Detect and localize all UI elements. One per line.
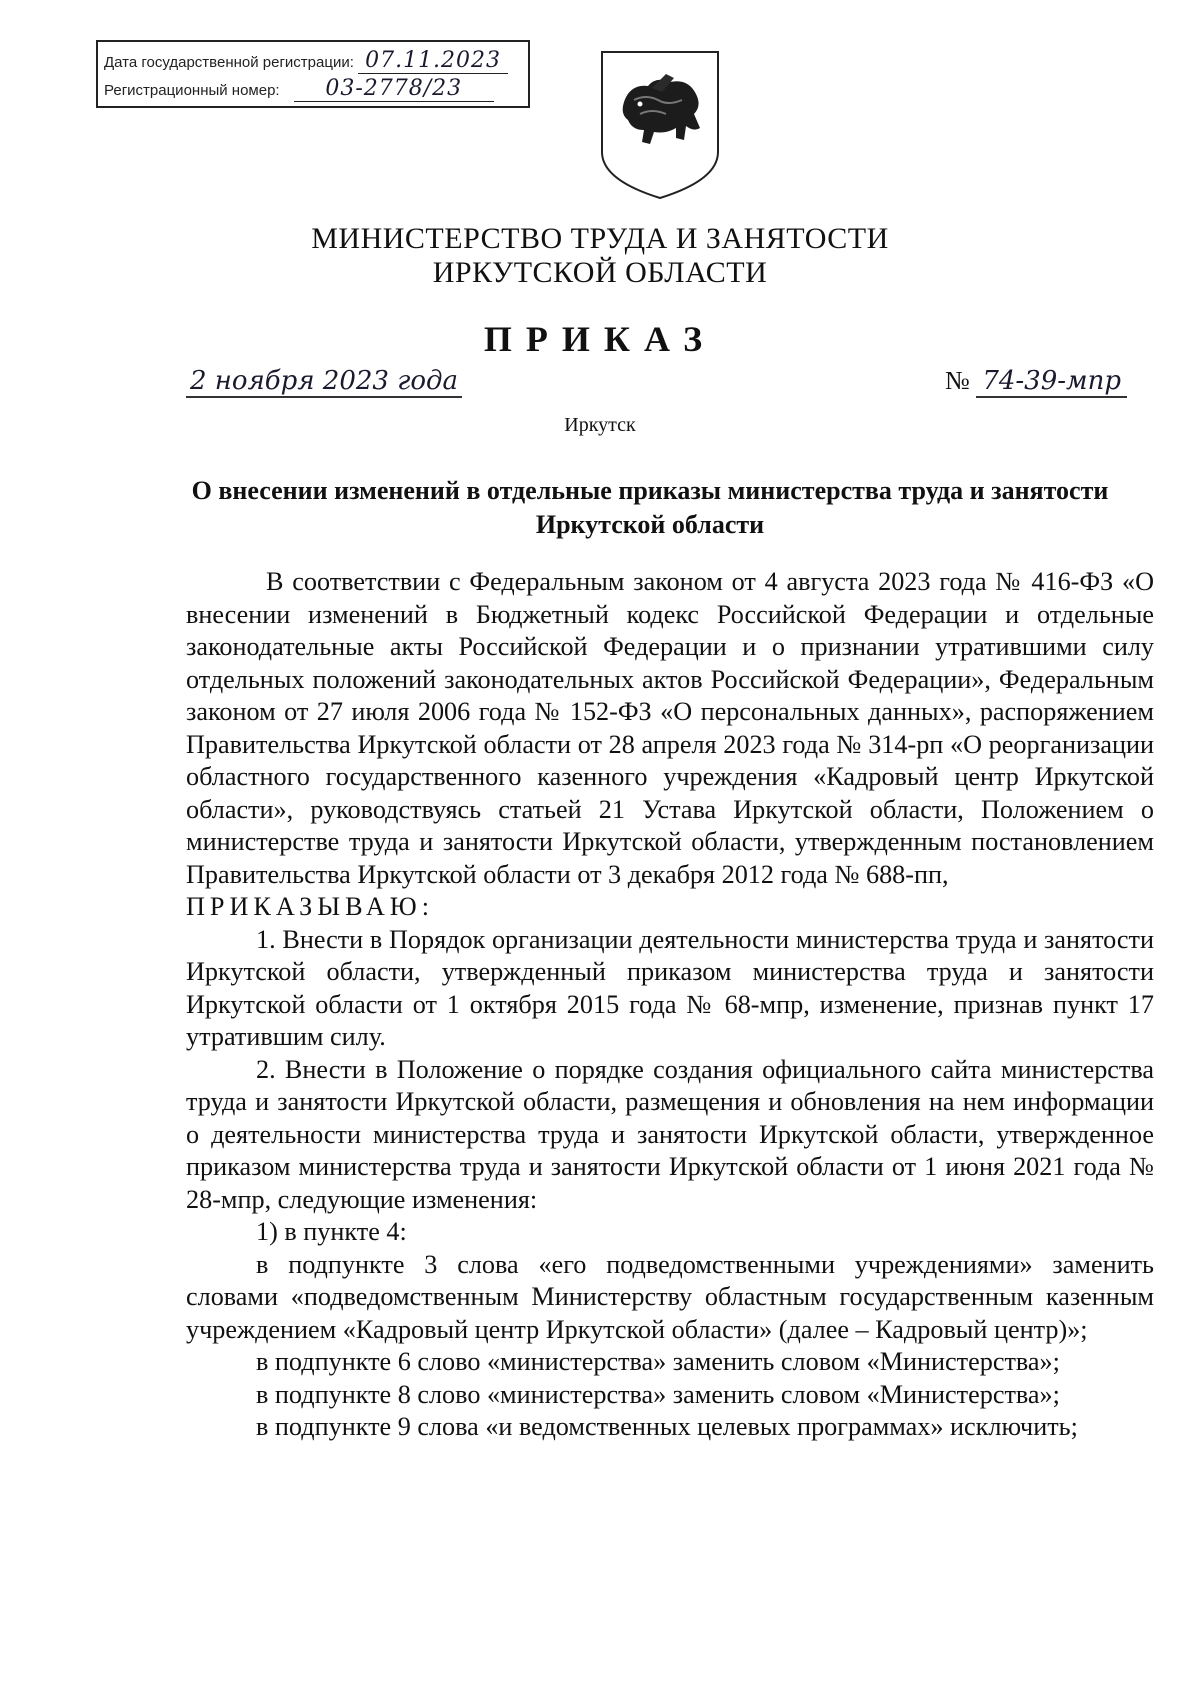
- document-number: [945, 366, 1127, 396]
- order-word: ПРИКАЗЫВАЮ:: [186, 892, 434, 921]
- item-1-paragraph: 1. Внести в Порядок организации деятельности министерства труда и занятости Иркутской области, утвержденный приказом министерства труда и занятости Иркутской области от 1 октября 2015 года № 68-мпр, изменение, признав пункт 17 утратившим силу.: [186, 924, 1154, 1051]
- subitem-1d-paragraph: в подпункте 9 слова «и ведомственных целевых программах» исключить;: [256, 1412, 1078, 1441]
- document-city: Иркутск: [564, 414, 636, 436]
- ministry-name-line2: ИРКУТСКОЙ ОБЛАСТИ: [432, 256, 768, 289]
- subitem-1-paragraph: 1) в пункте 4:: [256, 1217, 407, 1246]
- subitem-1a-paragraph: в подпункте 3 слова «его подведомственными учреждениями» заменить словами «подведомственным Министерству областным государственным казенным учреждением «Кадровый центр Иркутской области» (далее – Кадровый центр)»;: [186, 1249, 1154, 1344]
- number-prefix: №: [945, 366, 970, 395]
- registration-date-value: 07.11.2023: [358, 48, 508, 74]
- document-type: ПРИКАЗ: [483, 319, 717, 359]
- coat-of-arms-emblem: [596, 48, 724, 202]
- item-2-paragraph: 2. Внести в Положение о порядке создания официального сайта министерства труда и занятости Иркутской области, размещения и обновления на нем информации о деятельности министерства труда и занятости Иркутской области, утвержденное приказом министерства труда и занятости Иркутской области от 1 июня 2021 года № 28-мпр, следующие изменения:: [186, 1054, 1154, 1214]
- registration-number-row: [104, 76, 494, 102]
- ministry-name: [0, 222, 1200, 290]
- subitem-1c-paragraph: в подпункте 8 слово «министерства» заменить словом «Министерства»;: [256, 1379, 1060, 1409]
- subitem-1b-paragraph: в подпункте 6 слово «министерства» заменить словом «Министерства»;: [256, 1347, 1060, 1376]
- number-value: 74-39-мпр: [976, 366, 1127, 398]
- registration-number-value: 03-2778/23: [294, 76, 494, 102]
- registration-date-row: [104, 48, 508, 74]
- document-date: 2 ноября 2023 года: [186, 366, 462, 398]
- ministry-name-line1: МИНИСТЕРСТВО ТРУДА И ЗАНЯТОСТИ: [311, 222, 889, 255]
- document-title: О внесении изменений в отдельные приказы министерства труда и занятости Иркутской области: [191, 476, 1109, 539]
- registration-date-label: Дата государственной регистрации:: [104, 54, 354, 71]
- document-body: [186, 566, 1154, 1444]
- registration-stamp: [96, 40, 530, 108]
- preamble-paragraph: В соответствии с Федеральным законом от 4 августа 2023 года № 416-ФЗ «О внесении изменений в Бюджетный кодекс Российской Федерации и отдельные законодательные акты Российской Федерации и о признании утратившими силу отдельных положений законодательных актов Российской Федерации», Федеральным законом от 27 июля 2006 года № 152-ФЗ «О персональных данных», распоряжением Правительства Иркутской области от 28 апреля 2023 года № 314-рп «О реорганизации областного государственного казенного учреждения «Кадровый центр Иркутской области», руководствуясь статьей 21 Устава Иркутской области, Положением о министерстве труда и занятости Иркутской области, утвержденным постановлением Правительства Иркутской области от 3 декабря 2012 года № 688-пп,: [186, 567, 1154, 889]
- registration-number-label: Регистрационный номер:: [104, 82, 280, 99]
